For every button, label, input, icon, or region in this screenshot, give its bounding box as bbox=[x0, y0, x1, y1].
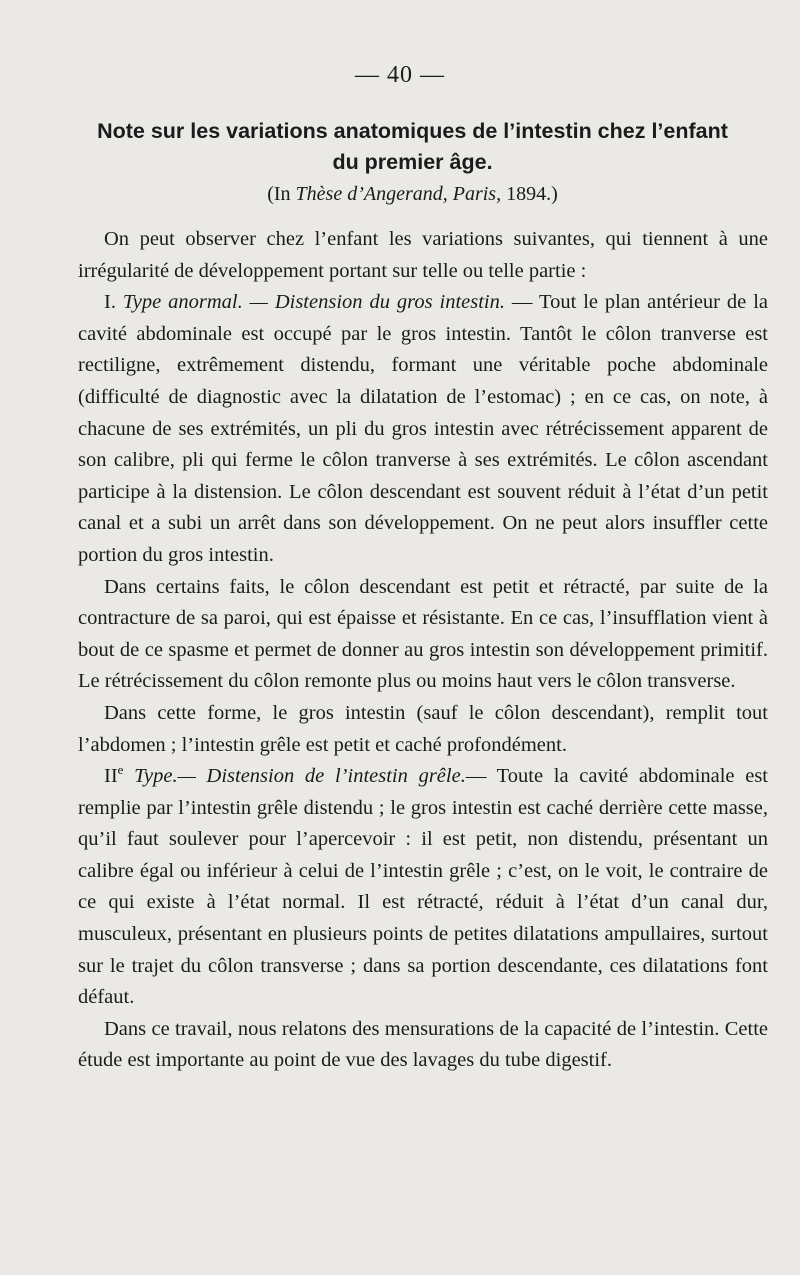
paragraph-lead-italic: Type.— Distension de l’intestin grêle. bbox=[123, 765, 466, 788]
paragraph-text: — Tout le plan antérieur de la cavité abdominale est occupé par le gros intestin. Tantôt le côlon tranverse est rectiligne, extrêmement distendu, formant une véritable poche abdominale (difficulté de diagnostic avec la dilatation de l’estomac) ; en ce cas, on note, à chacune de ses extrémités, un pli du gros intestin avec rétrécissement apparent de son calibre, pli qui ferme le côlon tranverse à ses extrémités. Le côlon ascendant participe à la distension. Le côlon descendant est souvent réduit à l’état d’un petit canal et a subi un arrêt dans son développement. On ne peut alors insuffler cette portion du gros intestin. bbox=[78, 291, 768, 566]
paragraph-text: Dans certains faits, le côlon descendant est petit et rétracté, par suite de la contracture de sa paroi, qui est épaisse et résistante. En ce cas, l’insufflation vient à bout de ce spasme et permet de donner au gros intestin son développement primitif. Le rétrécissement du côlon remonte plus ou moins haut vers le côlon transverse. bbox=[78, 575, 768, 693]
page-number: — 40 — bbox=[355, 62, 445, 88]
paragraph-text: — Toute la cavité abdominale est remplie par l’intestin grêle distendu ; le gros intestin est caché derrière cette masse, qu’il faut soulever pour l’apercevoir : il est petit, non distendu, présentant un calibre égal ou inférieur à celui de l’intestin grêle ; c’est, on le voit, le contraire de ce qui existe à l’état normal. Il est rétracté, réduit à l’état d’un canal dur, musculeux, présentant en plusieurs points de petites dilatations ampullaires, surtout sur le trajet du côlon transverse ; dans sa portion descendante, ces dilatations font défaut. bbox=[78, 765, 769, 1009]
paragraph-lead: II bbox=[104, 765, 118, 788]
paragraph-lead-superscript: e bbox=[117, 762, 124, 778]
paragraph-2 bbox=[78, 287, 768, 571]
paragraph-lead-italic: Type anormal. — Distension du gros intestin. bbox=[122, 291, 505, 314]
paragraph-lead: I. bbox=[104, 291, 123, 314]
paragraph-1 bbox=[78, 224, 768, 287]
citation-close: 1894.) bbox=[501, 183, 558, 205]
paragraph-text: On peut observer chez l’enfant les variations suivantes, qui tiennent à une irrégularité de développement portant sur telle ou telle partie : bbox=[78, 228, 768, 282]
citation-open: (In bbox=[267, 183, 296, 205]
title-line-1: Note sur les variations anatomiques de l’intestin chez l’enfant bbox=[97, 119, 728, 143]
body-text bbox=[78, 224, 768, 1077]
paragraph-3 bbox=[78, 572, 768, 698]
paragraph-text: Dans ce travail, nous relatons des mensurations de la capacité de l’intestin. Cette étude est importante au point de vue des lavages du tube digestif. bbox=[78, 1017, 768, 1072]
title-line-2: du premier âge. bbox=[332, 150, 493, 174]
paragraph-4 bbox=[78, 698, 768, 761]
paragraph-5 bbox=[78, 761, 768, 1014]
citation bbox=[60, 183, 765, 206]
paragraph-6 bbox=[78, 1014, 768, 1077]
citation-work: Thèse d’Angerand, Paris, bbox=[295, 183, 502, 205]
paragraph-text: Dans cette forme, le gros intestin (sauf le côlon descendant), remplit tout l’abdomen ; l’intestin grêle est petit et caché profondément. bbox=[78, 701, 768, 756]
article-title bbox=[60, 116, 765, 178]
